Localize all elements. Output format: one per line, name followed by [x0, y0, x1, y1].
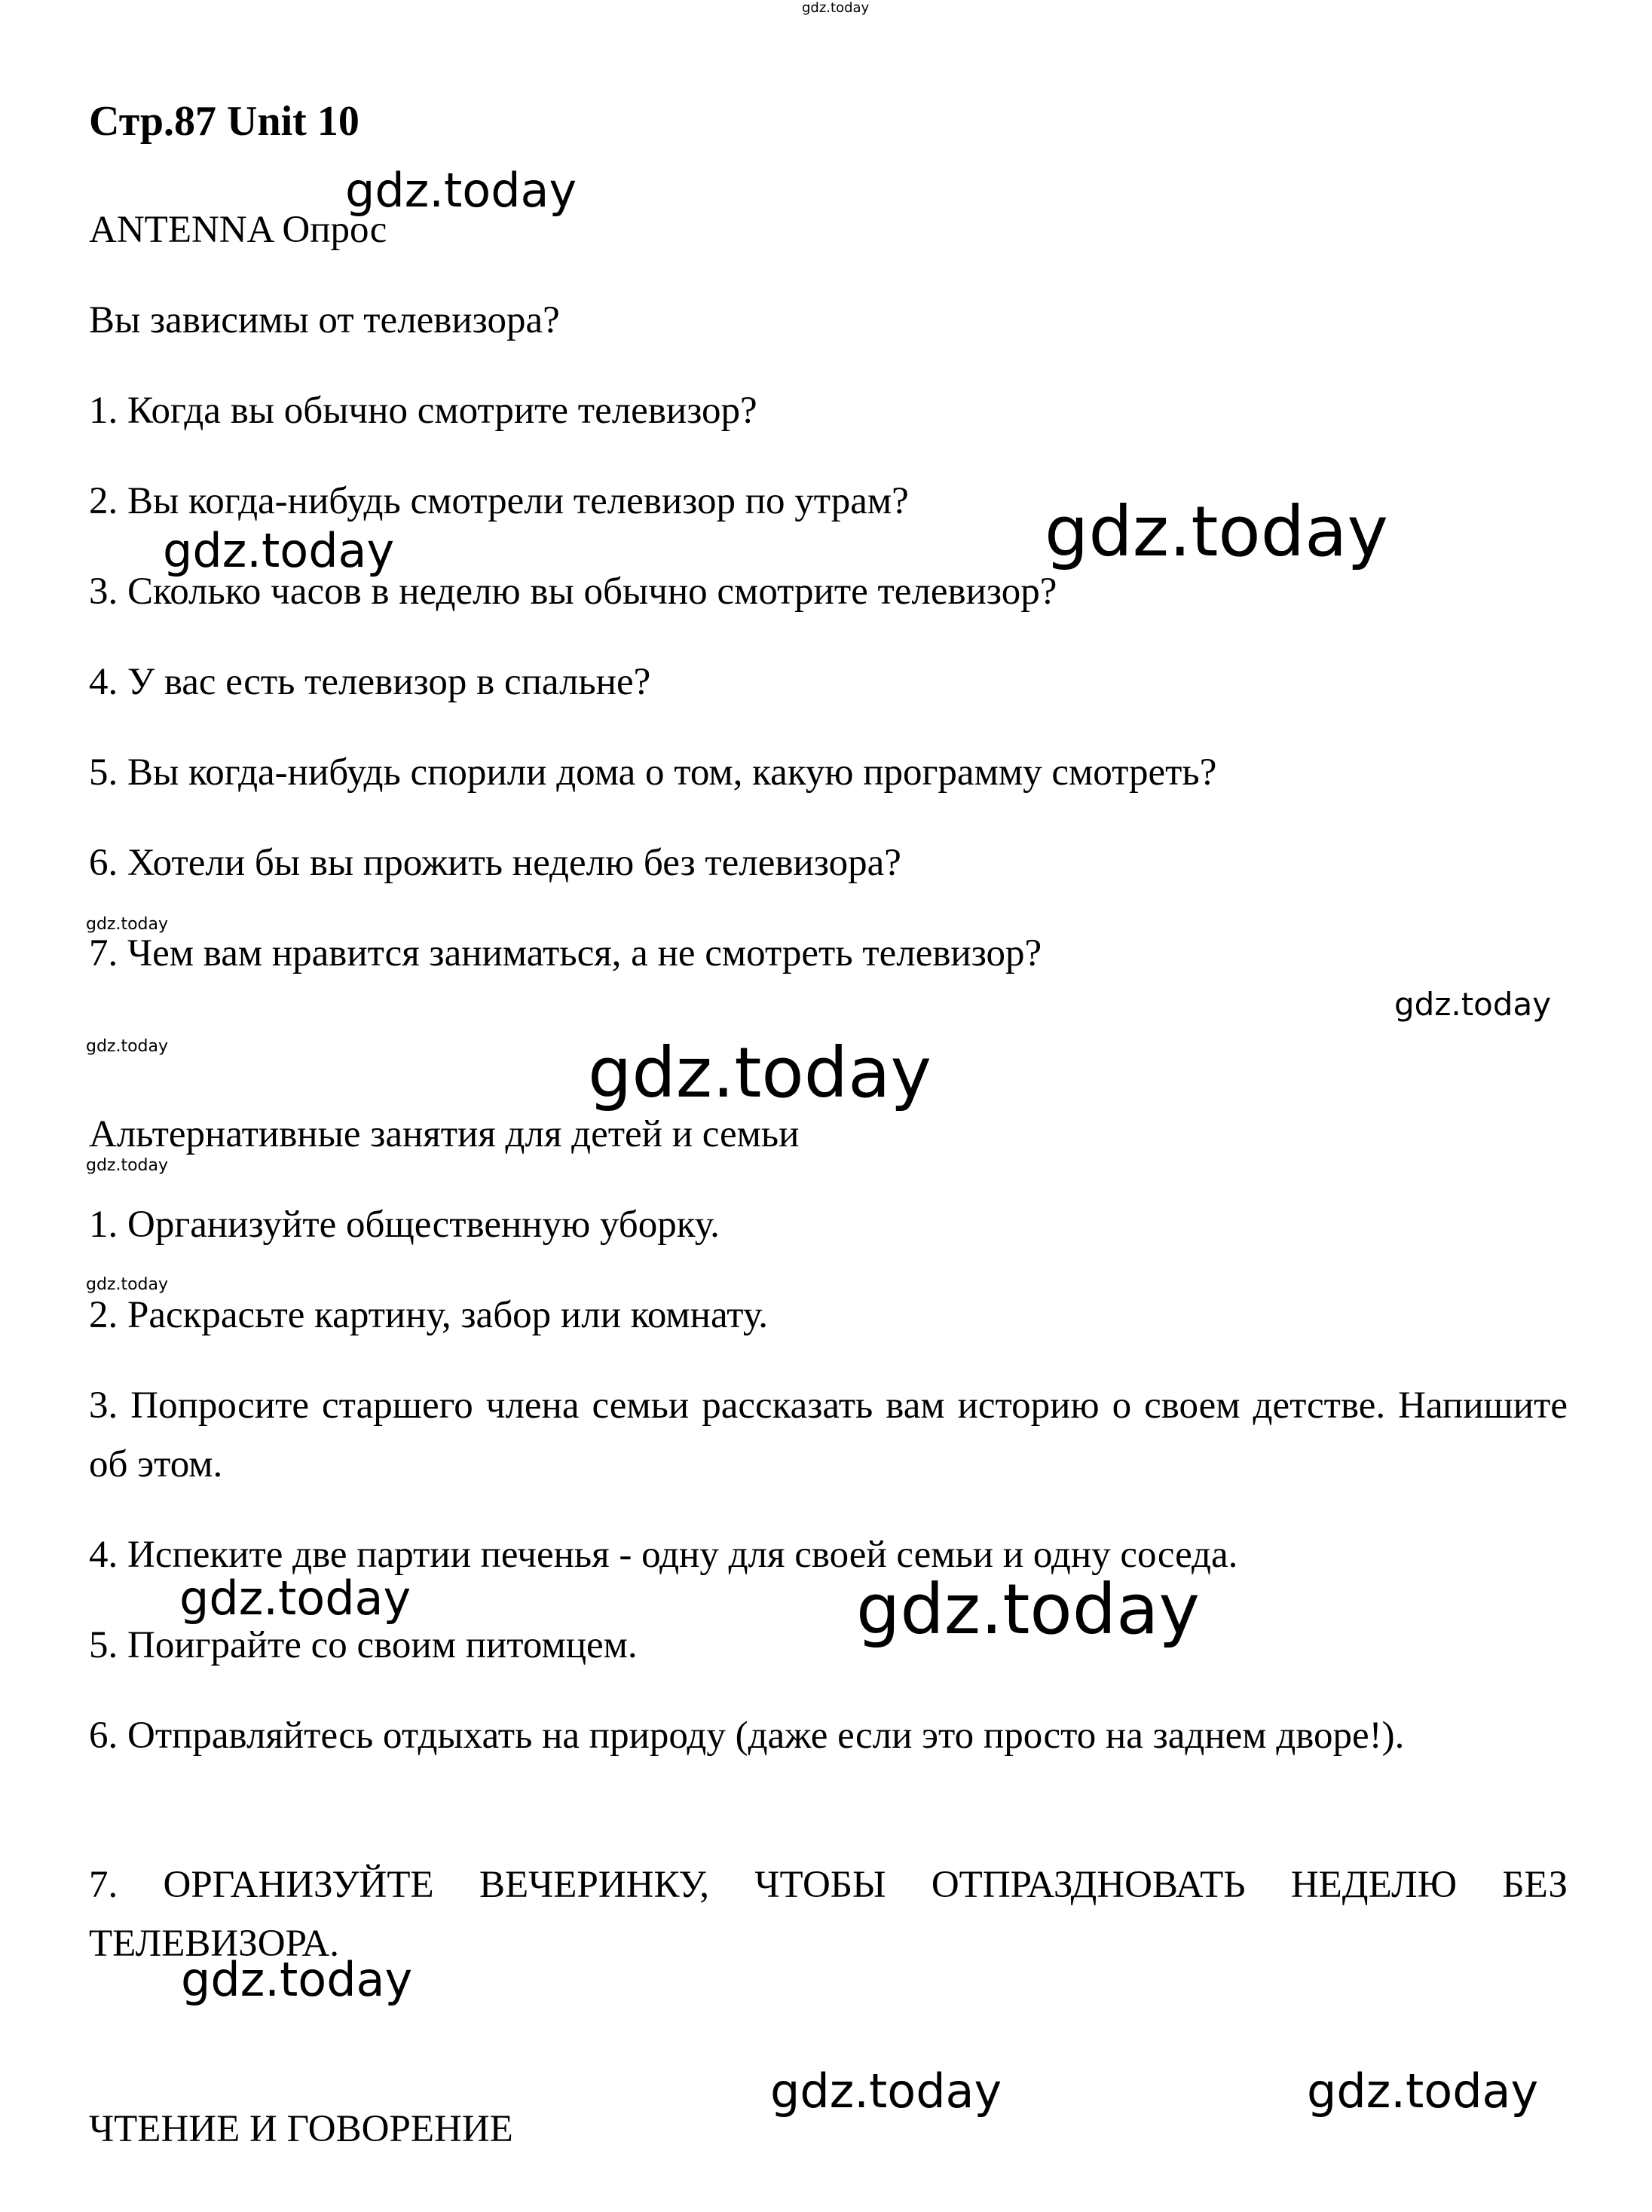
section-title-reading-speaking: ЧТЕНИЕ И ГОВОРЕНИЕ — [89, 2108, 513, 2150]
survey-item: 4. У вас есть телевизор в спальне? — [89, 661, 651, 703]
survey-item: 5. Вы когда-нибудь спорили дома о том, какую программу смотреть? — [89, 751, 1217, 794]
watermark: gdz.today — [1394, 986, 1552, 1023]
page-title: Стр.87 Unit 10 — [89, 98, 359, 145]
watermark: gdz.today — [856, 1569, 1200, 1650]
watermark: gdz.today — [86, 1275, 169, 1294]
watermark: gdz.today — [770, 2064, 1002, 2119]
watermark: gdz.today — [86, 1156, 169, 1175]
watermark: gdz.today — [86, 1037, 169, 1056]
activity-item: 7. ОРГАНИЗУЙТЕ ВЕЧЕРИНКУ, ЧТОБЫ ОТПРАЗДНОВАТЬ НЕДЕЛЮ БЕЗ ТЕЛЕВИЗОРА. — [89, 1864, 1568, 1965]
activity-item: 1. Организуйте общественную уборку. — [89, 1204, 720, 1246]
activity-item: 3. Попросите старшего члена семьи рассказать вам историю о своем детстве. Напишите об этом. — [89, 1384, 1568, 1485]
survey-item: 6. Хотели бы вы прожить неделю без телевизора? — [89, 842, 901, 884]
survey-title: ANTENNA Опрос — [89, 209, 387, 251]
activities-title: Альтернативные занятия для детей и семьи — [89, 1113, 800, 1155]
survey-item: 3. Сколько часов в неделю вы обычно смотрите телевизор? — [89, 571, 1057, 613]
survey-item: 2. Вы когда-нибудь смотрели телевизор по утрам? — [89, 480, 909, 522]
watermark: gdz.today — [1307, 2064, 1539, 2119]
watermark: gdz.today — [345, 163, 577, 218]
activity-item: 5. Поиграйте со своим питомцем. — [89, 1624, 638, 1666]
watermark: gdz.today — [86, 915, 169, 934]
watermark-top: gdz.today — [802, 0, 870, 16]
survey-item: 1. Когда вы обычно смотрите телевизор? — [89, 390, 757, 432]
watermark: gdz.today — [163, 523, 395, 578]
activity-item: 4. Испеките две партии печенья - одну для своей семьи и одну соседа. — [89, 1534, 1238, 1576]
watermark: gdz.today — [588, 1033, 932, 1113]
activity-item: 2. Раскрасьте картину, забор или комнату. — [89, 1294, 769, 1336]
survey-item: 7. Чем вам нравится заниматься, а не смотреть телевизор? — [89, 932, 1042, 974]
watermark: gdz.today — [181, 1952, 413, 2007]
watermark: gdz.today — [1045, 491, 1388, 572]
activity-item: 6. Отправляйтесь отдыхать на природу (даже если это просто на заднем дворе!). — [89, 1715, 1405, 1757]
watermark: gdz.today — [179, 1571, 411, 1626]
survey-question: Вы зависимы от телевизора? — [89, 299, 560, 341]
